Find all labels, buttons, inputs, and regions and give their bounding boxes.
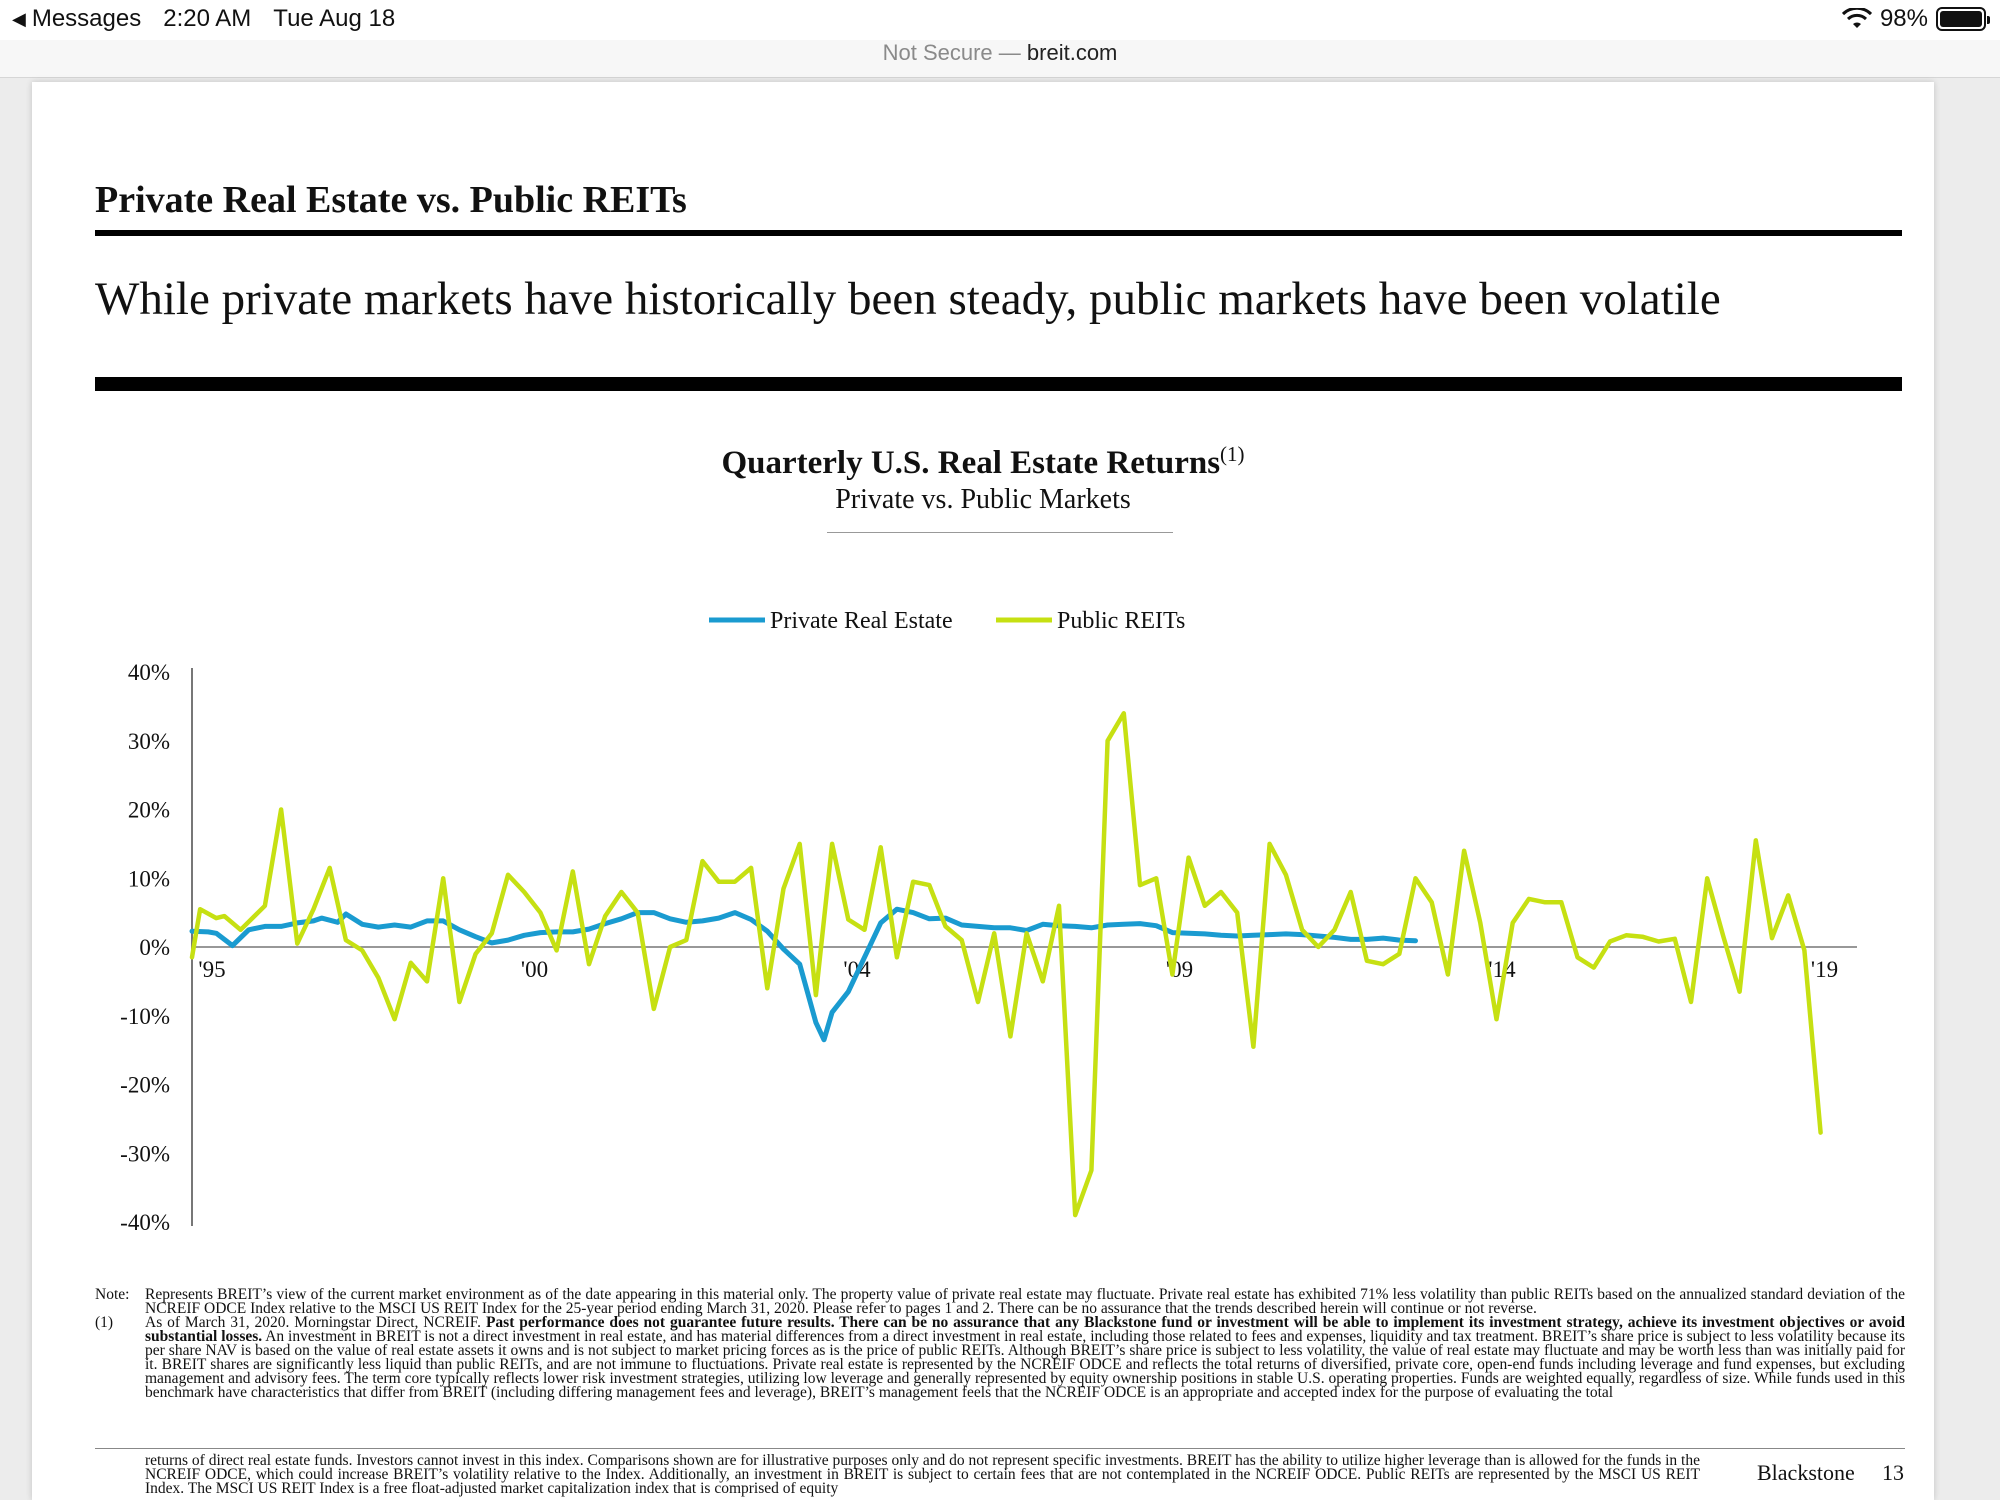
chart-subtitle: Private vs. Public Markets <box>835 484 1131 515</box>
note-label: Note: <box>95 1286 130 1303</box>
y-tick-label: -30% <box>120 1141 170 1167</box>
returns-chart <box>32 82 1934 1282</box>
battery-percentage: 98% <box>1879 5 1928 32</box>
chart-legend <box>709 608 1185 634</box>
wifi-icon <box>1842 8 1872 30</box>
url-bar[interactable] <box>0 40 2000 78</box>
footer-notes: returns of direct real estate funds. Investors cannot invest in this index. Comparisons shown are for illustrative purposes only and do not represent specific investments. BREIT has the ability to utilize higher leverage than is allowed for the funds in the NCREIF ODCE, which could increase BREIT’s volatility relative to the Index. Additionally, an investment in BREIT is subject to certain fees that are not contemplated in the NCREIF ODCE. Public REITs are represented by the MSCI US REIT Index. The MSCI US REIT Index is a free float-adjusted market capitalization index that is comprised of equity <box>145 1452 1700 1497</box>
y-tick-label: 10% <box>127 866 170 892</box>
y-tick-label: 40% <box>127 660 170 685</box>
x-tick-label: '19 <box>1810 957 1839 982</box>
battery-icon <box>1936 7 1986 31</box>
x-tick-label: '00 <box>520 957 549 982</box>
back-arrow-icon[interactable]: ◀ <box>12 8 26 29</box>
footnote-1-lead: As of March 31, 2020. Morningstar Direct, NCREIF. <box>145 1314 486 1331</box>
y-tick-label: -10% <box>120 1003 170 1029</box>
slide-page <box>32 82 1934 1500</box>
x-tick-label: '04 <box>843 957 871 982</box>
footer-rule <box>95 1448 1905 1449</box>
y-tick-label: -20% <box>120 1072 170 1098</box>
status-bar <box>0 0 2000 40</box>
slide-headline: While private markets have historically been steady, public markets have been volatile <box>95 273 1721 325</box>
y-tick-label: 30% <box>127 728 170 754</box>
chart-title-footnote: (1) <box>1220 442 1245 466</box>
x-tick-label: '09 <box>1165 957 1194 982</box>
back-to-messages[interactable]: Messages <box>31 5 142 32</box>
status-time: 2:20 AM <box>163 5 252 32</box>
footnote-1-text <box>145 1316 1905 1400</box>
chart-title-text: Quarterly U.S. Real Estate Returns <box>721 445 1221 481</box>
legend-private-label: Private Real Estate <box>770 608 953 634</box>
y-tick-label: 20% <box>127 797 170 823</box>
url-domain[interactable]: breit.com <box>1026 40 1118 65</box>
url-separator: — <box>992 40 1027 65</box>
notes-block <box>95 1288 1905 1400</box>
page-number: 13 <box>1882 1460 1904 1485</box>
x-tick-label: '14 <box>1488 957 1516 982</box>
public-reits-line <box>192 713 1821 1215</box>
series-layer <box>192 713 1821 1215</box>
y-axis <box>120 660 192 1235</box>
footnote-1-label: (1) <box>95 1314 114 1331</box>
note-text: Represents BREIT’s view of the current market environment as of the date appearing in this material only. The property value of private real estate may fluctuate. Private real estate has exhibited 71% less volatility than public REITs based on the annualized standard deviation of the NCREIF ODCE Index relative to the MSCI US REIT Index for the 25-year period ending March 31, 2020. Please refer to pages 1 and 2. There can be no assurance that the trends described herein will continue or not reverse. <box>145 1286 1905 1317</box>
y-tick-label: -40% <box>120 1210 170 1235</box>
x-tick-label: '95 <box>198 957 226 982</box>
status-date: Tue Aug 18 <box>273 5 396 32</box>
brand-name: Blackstone <box>1757 1460 1855 1485</box>
y-tick-label: 0% <box>139 935 170 960</box>
footnote-1-bold: Past performance does not guarantee future results. There can be no assurance that any Blackstone fund or investment will be able to implement its investment strategy, achieve its investment objectives or avoid substantial losses. <box>145 1314 1906 1345</box>
security-label: Not Secure <box>882 40 993 65</box>
legend-public-label: Public REITs <box>1057 608 1186 634</box>
slide-title: Private Real Estate vs. Public REITs <box>95 179 687 221</box>
footnote-1-rest: An investment in BREIT is not a direct investment in real estate, and has material differences from a direct investment in real estate, including those related to fees and expenses, liquidity and tax treatment. BREIT’s share price is subject to less volatility because its per share NAV is based on the value of real estate assets it owns and is not subject to market pricing forces as is the price of public REITs. Although BREIT’s share price is subject to less volatility, the value of real estate may fluctuate and may be worth less than was initially paid for it. BREIT shares are significantly less liquid than public REITs, and are not immune to fluctuations. Private real estate is represented by the NCREIF ODCE and reflects the total returns of diversified, private core, open-end funds including leverage and fund expenses, but excluding management and advisory fees. The term core typically reflects lower risk investment strategies, utilizing low leverage and generally represented by equity ownership positions in stable U.S. operating properties. Funds are weighted equally, regardless of size. While funds used in this benchmark have characteristics that differ from BREIT (including differing management fees and leverage), BREIT’s management feels that the NCREIF ODCE is an appropriate and accepted index for the purpose of evaluating the total <box>145 1328 1905 1401</box>
